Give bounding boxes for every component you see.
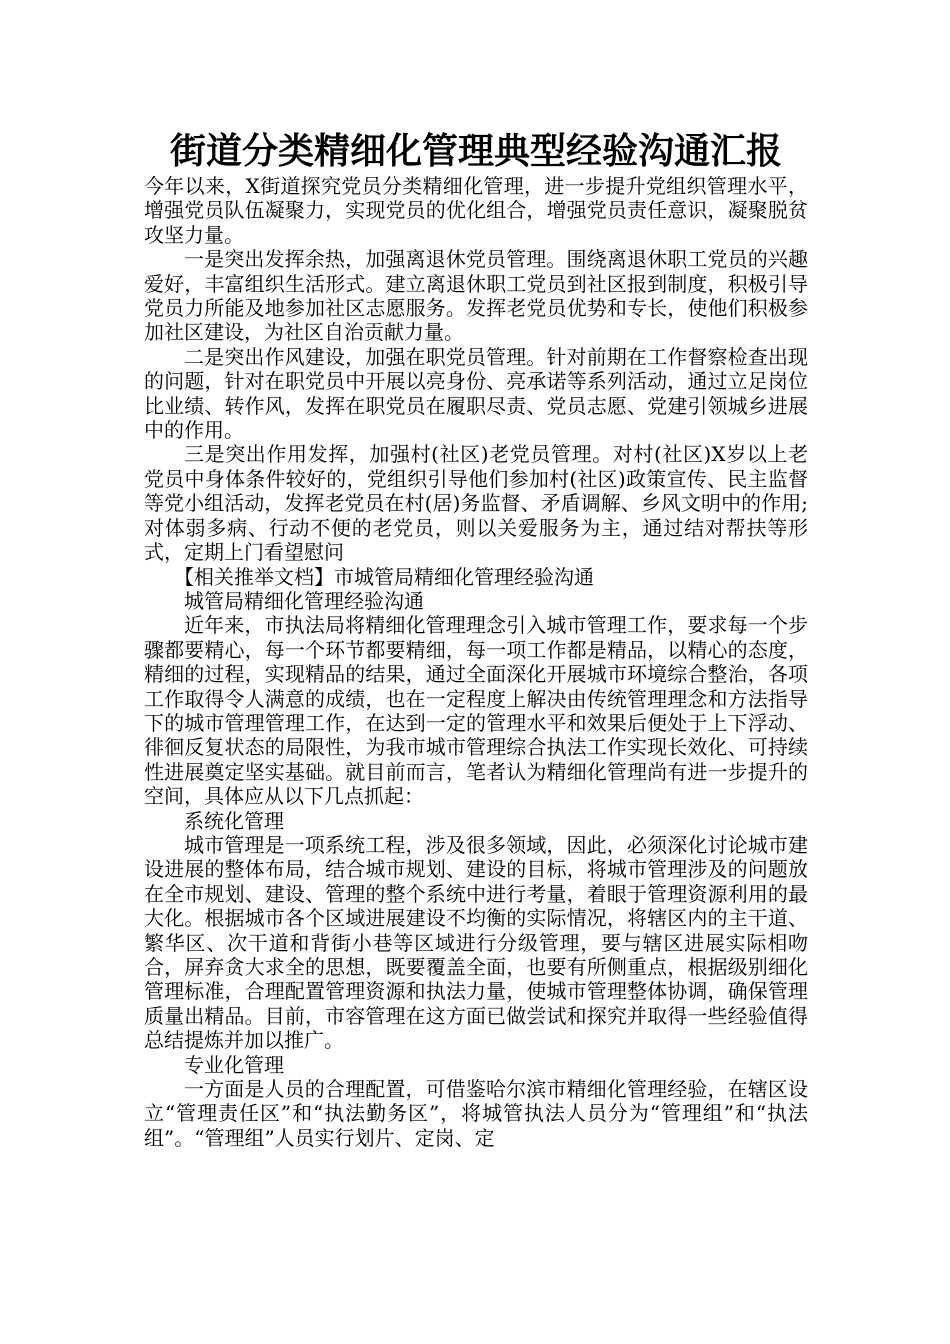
paragraph-retired-members: 一是突出发挥余热，加强离退休党员管理。围绕离退休职工党员的兴趣爱好，丰富组织生活形式。建立离退休职工党员到社区报到制度，积极引导党员力所能及地参加社区志愿服务。发挥老党员优势和专长，使他们积极参加社区建设，为社区自治贡献力量。 [144,247,808,345]
paragraph-working-members: 二是突出作风建设，加强在职党员管理。针对前期在工作督察检查出现的问题，针对在职党员中开展以亮身份、亮承诺等系列活动，通过立足岗位比业绩、转作风，发挥在职党员在履职尽责、党员志愿、党建引领城乡进展中的作用。 [144,344,808,443]
subheading-professional-management: 专业化管理 [184,1052,284,1077]
paragraph-systematic-management: 城市管理是一项系统工程，涉及很多领域，因此，必须深化讨论城市建设进展的整体布局，结合城市规划、建设的目标，将城市管理涉及的问题放在全市规划、建设、管理的整个系统中进行考量，着眼于管理资源利用的最大化。根据城市各个区域进展建设不均衡的实际情况，将辖区内的主干道、繁华区、次干道和背街小巷等区域进行分级管理，要与辖区进展实际相吻合，屏弃贪大求全的思想，既要覆盖全面，也要有所侧重点，根据级别细化管理标准，合理配置管理资源和执法力量，使城市管理整体协调，确保管理质量出精品。目前，市容管理在这方面已做尝试和探究并取得一些经验值得总结提炼并加以推广。 [144,832,808,1053]
subheading-city-management: 城管局精细化管理经验沟通 [184,588,424,613]
document-title: 街道分类精细化管理典型经验沟通汇报 [169,130,782,172]
related-document-heading: 【相关推举文档】市城管局精细化管理经验沟通 [174,564,594,589]
subheading-systematic-management: 系统化管理 [184,808,284,833]
paragraph-elder-members: 三是突出作用发挥，加强村(社区)老党员管理。对村(社区)X岁以上老党员中身体条件较好的，党组织引导他们参加村(社区)政策宣传、民主监督等党小组活动，发挥老党员在村(居)务监督、矛盾调解、乡风文明中的作用;对体弱多病、行动不便的老党员，则以关爱服务为主，通过结对帮扶等形式，定期上门看望慰问 [144,442,808,565]
paragraph-recent-years: 近年来，市执法局将精细化管理理念引入城市管理工作，要求每一个步骤都要精心，每一个环节都要精细，每一项工作都是精品，以精心的态度，精细的过程，实现精品的结果，通过全面深化开展城市环境综合整治，各项工作取得令人满意的成绩，也在一定程度上解决由传统管理理念和方法指导下的城市管理管理工作，在达到一定的管理水平和效果后便处于上下浮动、徘徊反复状态的局限性，为我市城市管理综合执法工作实现长效化、可持续性进展奠定坚实基础。就目前而言，笔者认为精细化管理尚有进一步提升的空间，具体应从以下几点抓起： [144,613,808,809]
document-page [144,128,808,1150]
intro-paragraph: 今年以来，X街道探究党员分类精细化管理，进一步提升党组织管理水平，增强党员队伍凝聚力，实现党员的优化组合，增强党员责任意识，凝聚脱贫攻坚力量。 [144,174,808,247]
paragraph-professional-management: 一方面是人员的合理配置，可借鉴哈尔滨市精细化管理经验，在辖区设立“管理责任区”和“执法勤务区”，将城管执法人员分为“管理组”和“执法组”。“管理组”人员实行划片、定岗、定 [144,1077,808,1150]
